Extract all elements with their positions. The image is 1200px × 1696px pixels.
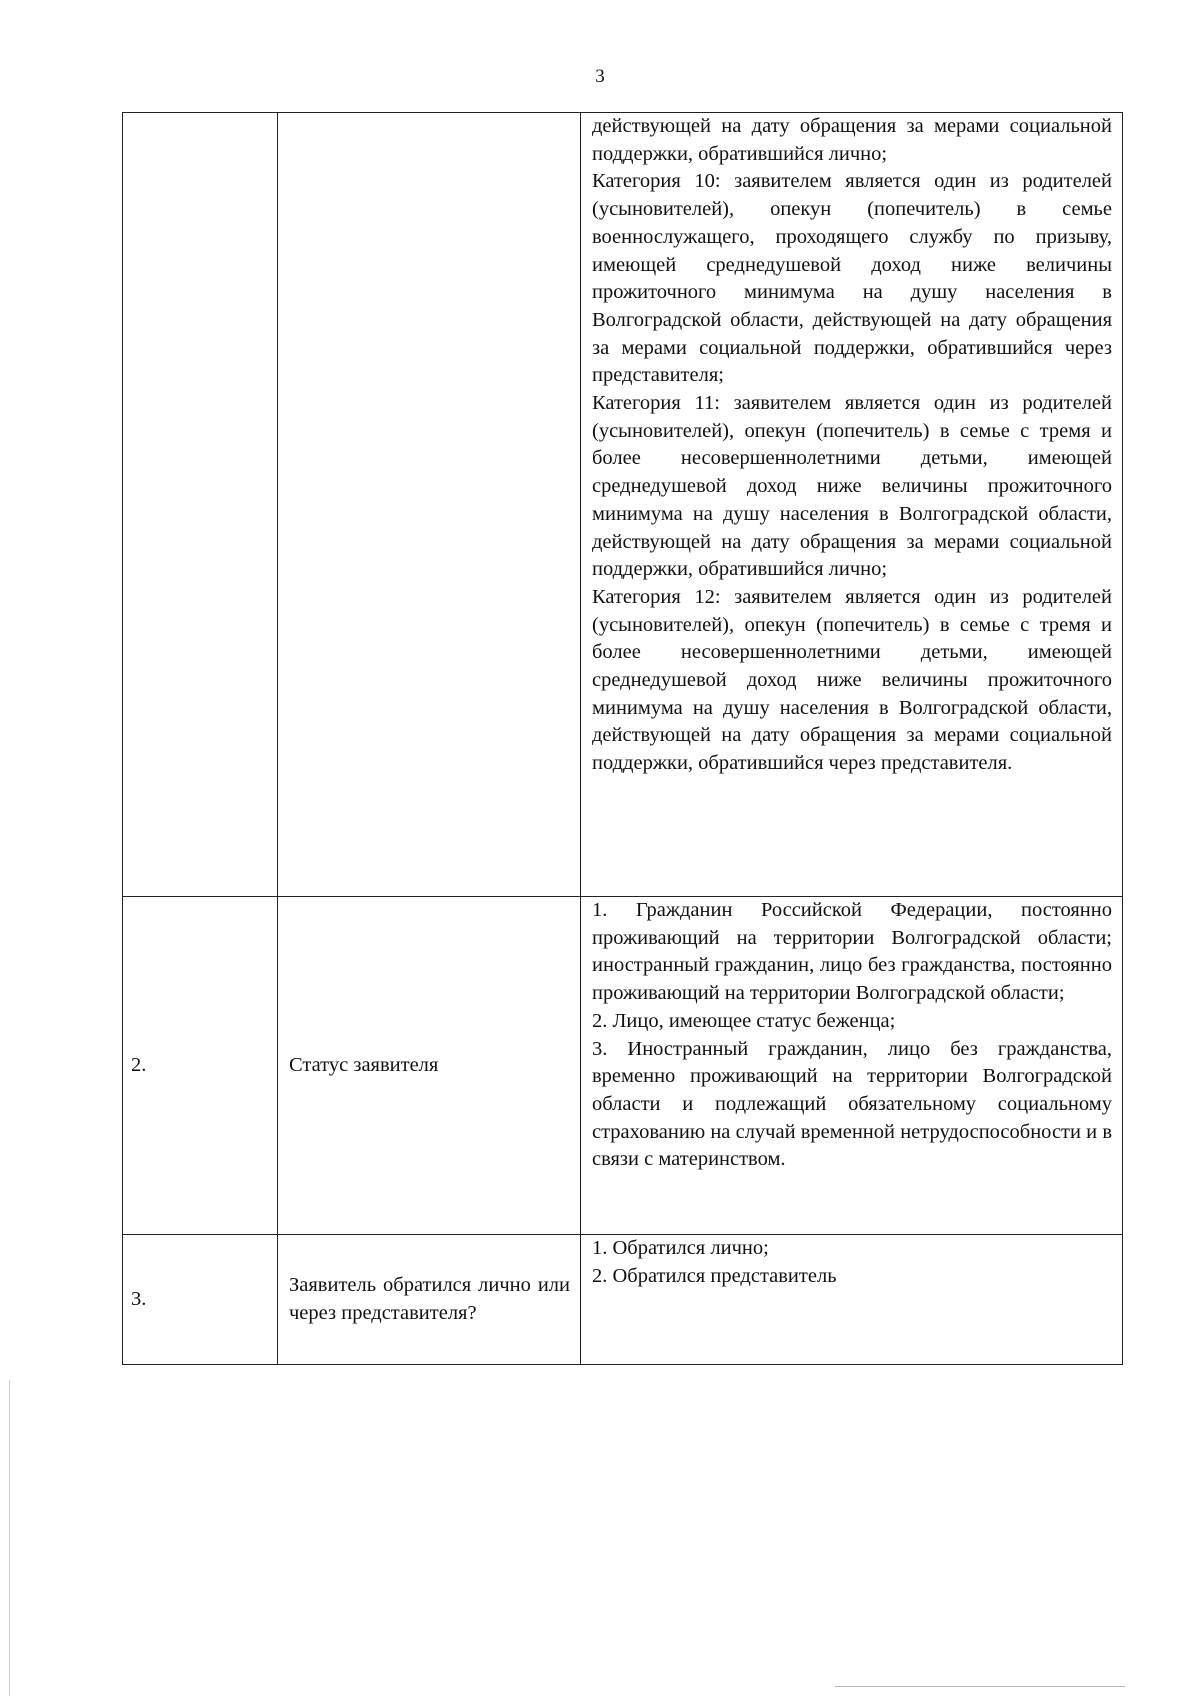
table-row (123, 897, 1123, 1235)
row-content (581, 1235, 1123, 1365)
page-number: 3 (595, 66, 605, 87)
row-content (581, 113, 1123, 897)
content-paragraph: 2. Лицо, имеющее статус беженца; (592, 1009, 896, 1032)
content-paragraph: 2. Обратился представитель (592, 1264, 837, 1287)
row-number: 2. (123, 897, 278, 1235)
requirements-table (122, 112, 1123, 1365)
row-content (581, 897, 1123, 1235)
row-number: 3. (123, 1235, 278, 1365)
table-row (123, 113, 1123, 897)
content-paragraph: действующей на дату обращения за мерами социальной поддержки, обратившийся лично; (592, 115, 1112, 165)
content-paragraph: 1. Гражданин Российской Федерации, постоянно проживающий на территории Волгоградской области; иностранный гражданин, лицо без гражданства, постоянно проживающий на территории Волгоградской области; (592, 899, 1112, 1005)
content-paragraph: Категория 10: заявителем является один из родителей (усыновителей), опекун (попечитель) в семье военнослужащего, проходящего службу по призыву, имеющей среднедушевой доход ниже величины прожиточного минимума на душу населения в Волгоградской области, действующей на дату обращения за мерами социальной поддержки, обратившийся через представителя; (592, 170, 1112, 387)
table-row (123, 1235, 1123, 1365)
content-paragraph: Категория 12: заявителем является один из родителей (усыновителей), опекун (попечитель) в семье с тремя и более несовершеннолетними детьми, имеющей среднедушевой доход ниже величины прожиточного минимума на душу населения в Волгоградской области, действующей на дату обращения за мерами социальной поддержки, обратившийся через представителя. (592, 585, 1112, 775)
row-number (123, 113, 278, 897)
row-label (278, 1235, 581, 1365)
row-label (278, 113, 581, 897)
row-label: Статус заявителя (278, 897, 581, 1235)
scan-margin-line (9, 1380, 10, 1696)
content-paragraph: 3. Иностранный гражданин, лицо без гражданства, временно проживающий на территории Волгоградской области и подлежащий обязательному социальному страхованию на случай временной нетрудоспособности и в связи с материнством. (592, 1037, 1112, 1171)
row-label-text: Заявитель обратился лично или через представителя? (289, 1273, 570, 1324)
content-paragraph: Категория 11: заявителем является один из родителей (усыновителей), опекун (попечитель) в семье с тремя и более несовершеннолетними детьми, имеющей среднедушевой доход ниже величины прожиточного минимума на душу населения в Волгоградской области, действующей на дату обращения за мерами социальной поддержки, обратившийся лично; (592, 392, 1112, 581)
content-paragraph: 1. Обратился лично; (592, 1237, 769, 1259)
scan-footer-line (835, 1686, 1125, 1687)
